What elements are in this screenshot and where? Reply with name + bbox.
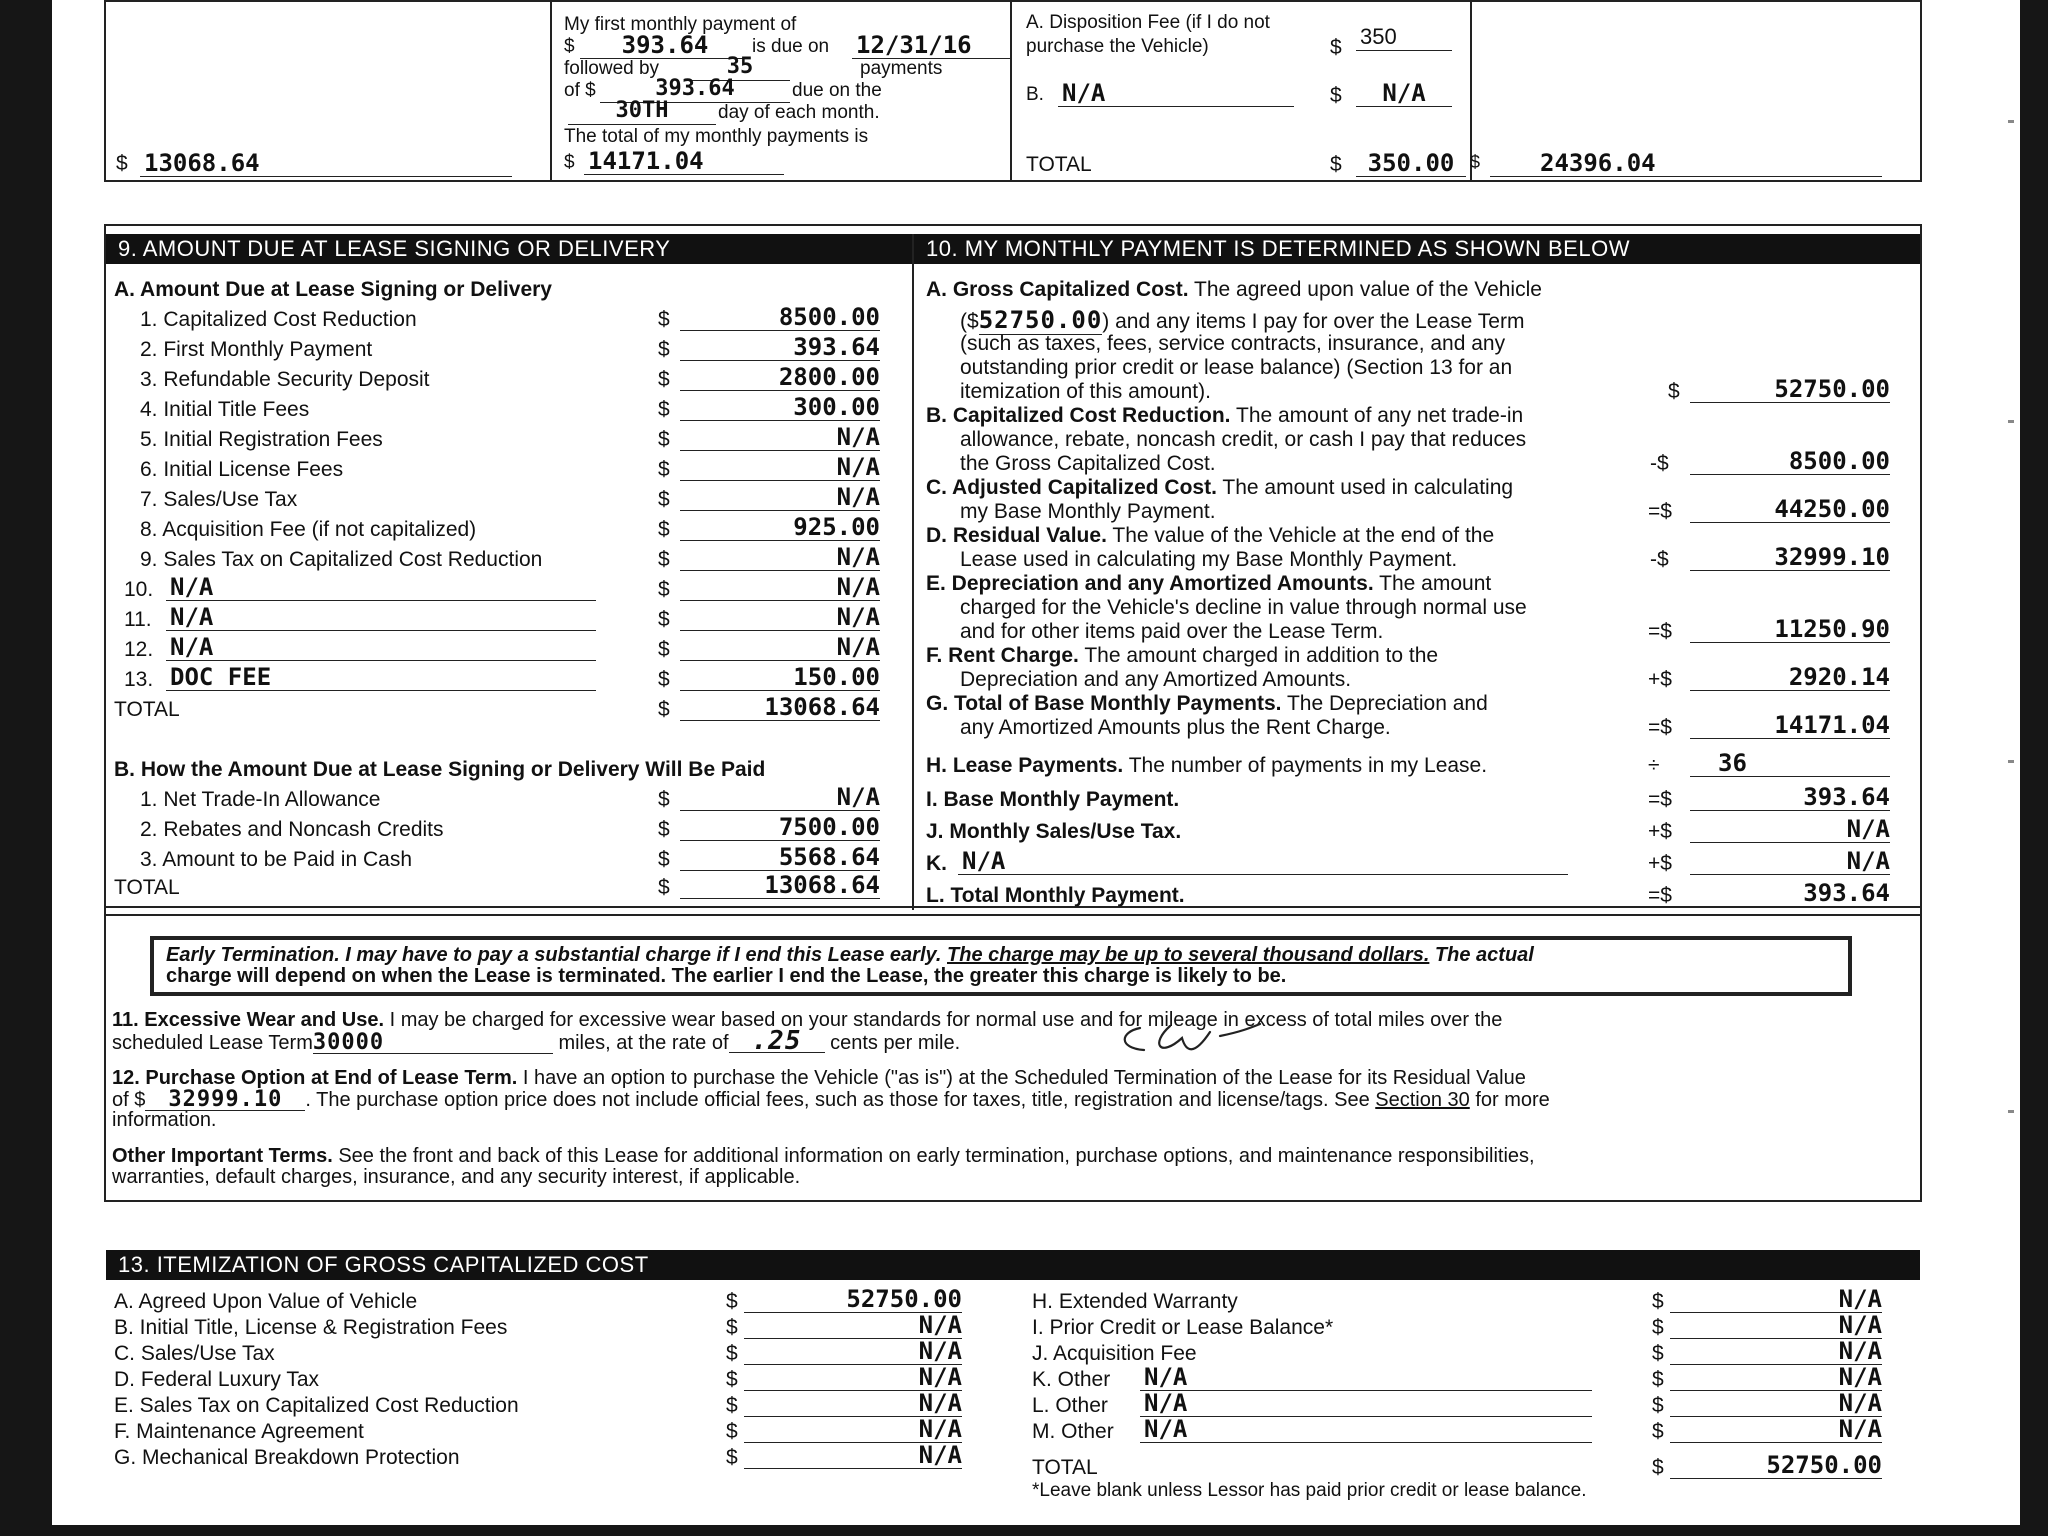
itemization-value: N/A [1670, 1286, 1882, 1313]
total-base-payments: 14171.04 [1690, 712, 1890, 739]
itemization-label: C. Sales/Use Tax [114, 1342, 275, 1365]
payment-text: day of each month. [718, 102, 880, 123]
depreciation-amount: 11250.90 [1690, 616, 1890, 643]
item-k-label: K. [926, 852, 947, 875]
cap-cost-reduction: 8500.00 [1690, 448, 1890, 475]
operator: =$ [1648, 716, 1672, 739]
total-label: TOTAL [114, 698, 180, 721]
first-payment-amount: 393.64 [580, 32, 750, 59]
section-9b-total: 13068.64 [680, 872, 880, 899]
operator: =$ [1648, 884, 1672, 907]
other-item-label: N/A [166, 604, 596, 631]
amount-due-total: 13068.64 [140, 150, 512, 177]
line-item-value: 7500.00 [680, 814, 880, 841]
base-monthly-label: I. Base Monthly Payment. [926, 788, 1180, 811]
depreciation-line: charged for the Vehicle's decline in value through normal use [960, 596, 1527, 619]
dollar-sign: $ [658, 338, 670, 361]
line-item-label: 3. Amount to be Paid in Cash [140, 848, 413, 871]
itemization-label: H. Extended Warranty [1032, 1290, 1238, 1313]
dollar-sign: $ [658, 548, 670, 571]
total-fees: 350.00 [1356, 150, 1466, 177]
dollar-sign: $ [1652, 1316, 1664, 1339]
scan-speck [2008, 420, 2014, 423]
other-item-label: N/A [166, 574, 596, 601]
payment-text: followed by [564, 58, 660, 79]
adjusted-cap-cost: 44250.00 [1690, 496, 1890, 523]
section-9b-title: B. How the Amount Due at Lease Signing or Delivery Will Be Paid [114, 758, 766, 781]
cap-reduction-line: allowance, rebate, noncash credit, or cash I pay that reduces [960, 428, 1527, 451]
dollar-sign: $ [1652, 1420, 1664, 1443]
item-b-label: B. [1026, 84, 1044, 105]
divider [912, 234, 914, 910]
dollar-sign: $ [1652, 1456, 1664, 1479]
payment-text: payments [860, 58, 943, 79]
purchase-price: 32999.10 [145, 1089, 305, 1111]
dollar-sign: $ [658, 428, 670, 451]
excess-wear-line: scheduled Lease Term30000 miles, at the rate of .25 cents per mile. [112, 1026, 961, 1056]
dollar-sign: $ [1330, 36, 1342, 59]
rent-charge: 2920.14 [1690, 664, 1890, 691]
line-item-value: 925.00 [680, 514, 880, 541]
dollar-sign: $ [658, 876, 670, 899]
itemization-label: F. Maintenance Agreement [114, 1420, 364, 1443]
line-item-value: N/A [680, 454, 880, 481]
cap-reduction-line: B. Capitalized Cost Reduction. The amount of any net trade-in [926, 404, 1524, 427]
dollar-sign: $ [1652, 1394, 1664, 1417]
operator: =$ [1648, 500, 1672, 523]
adjusted-cap-line: C. Adjusted Capitalized Cost. The amount used in calculating [926, 476, 1514, 499]
itemization-label: B. Initial Title, License & Registration Fees [114, 1316, 508, 1339]
disposition-label: purchase the Vehicle) [1026, 36, 1209, 57]
dollar-sign: $ [726, 1290, 738, 1313]
other-item-number: 10. [124, 578, 154, 601]
scan-speck [2008, 1110, 2014, 1113]
line-item-label: 8. Acquisition Fee (if not capitalized) [140, 518, 477, 541]
purchase-option-line: information. [112, 1109, 217, 1131]
disposition-label: A. Disposition Fee (if I do not [1026, 12, 1270, 33]
gross-cap-line: (such as taxes, fees, service contracts, insurance, and any [960, 332, 1506, 355]
item-b-amount: N/A [1356, 80, 1452, 107]
line-item-value: 8500.00 [680, 304, 880, 331]
adjusted-cap-line: my Base Monthly Payment. [960, 500, 1216, 523]
itemization-total: 52750.00 [1670, 1452, 1882, 1479]
itemization-value: N/A [744, 1338, 962, 1365]
dollar-sign: $ [1652, 1290, 1664, 1313]
operator: =$ [1648, 620, 1672, 643]
itemization-value: N/A [744, 1442, 962, 1469]
other-item-value: N/A [680, 634, 880, 661]
itemization-label: A. Agreed Upon Value of Vehicle [114, 1290, 418, 1313]
other-item-label: N/A [166, 634, 596, 661]
line-item-value: N/A [680, 424, 880, 451]
line-item-value: 2800.00 [680, 364, 880, 391]
section-9a-title: A. Amount Due at Lease Signing or Delivery [114, 278, 552, 301]
payment-day: 30TH [568, 98, 716, 125]
early-termination-line: Early Termination. I may have to pay a substantial charge if I end this Lease early. The charge may be up to several thousand dollars. The actual [166, 944, 1534, 966]
dollar-sign: $ [116, 152, 128, 175]
other-description: N/A [1140, 1364, 1592, 1391]
gross-cap-line: A. Gross Capitalized Cost. The agreed upon value of the Vehicle [926, 278, 1542, 301]
itemization-value: N/A [744, 1390, 962, 1417]
payment-text: My first monthly payment of [564, 14, 797, 35]
line-item-label: 1. Capitalized Cost Reduction [140, 308, 417, 331]
itemization-value: 52750.00 [744, 1286, 962, 1313]
gross-cap-line: ($52750.00) and any items I pay for over the Lease Term [960, 306, 1525, 334]
other-item-number: 13. [124, 668, 154, 691]
dollar-sign: $ [658, 578, 670, 601]
dollar-sign: $ [658, 698, 670, 721]
itemization-label: J. Acquisition Fee [1032, 1342, 1197, 1365]
cap-reduction-line: the Gross Capitalized Cost. [960, 452, 1216, 475]
total-monthly-payment: 393.64 [1690, 880, 1890, 907]
operator: =$ [1648, 788, 1672, 811]
itemization-label: L. Other [1032, 1394, 1108, 1417]
early-termination-line: charge will depend on when the Lease is terminated. The earlier I end the Lease, the greater this charge is likely to be. [166, 965, 1287, 987]
itemization-label: E. Sales Tax on Capitalized Cost Reduction [114, 1394, 519, 1417]
total-base-line: G. Total of Base Monthly Payments. The Depreciation and [926, 692, 1488, 715]
section-9-header: 9. AMOUNT DUE AT LEASE SIGNING OR DELIVERY [106, 234, 912, 264]
mileage-rate: .25 [729, 1031, 825, 1053]
dollar-sign: $ [658, 668, 670, 691]
line-item-label: 9. Sales Tax on Capitalized Cost Reduction [140, 548, 543, 571]
divider [1010, 0, 1012, 182]
itemization-value: N/A [1670, 1416, 1882, 1443]
itemization-value: N/A [744, 1416, 962, 1443]
depreciation-line: and for other items paid over the Lease Term. [960, 620, 1384, 643]
item-k-value: N/A [1690, 848, 1890, 875]
scan-speck [2008, 760, 2014, 763]
dollar-sign: $ [658, 308, 670, 331]
operator: +$ [1648, 852, 1672, 875]
operator: +$ [1648, 668, 1672, 691]
dollar-sign: $ [726, 1420, 738, 1443]
operator: -$ [1650, 548, 1669, 571]
total-label: TOTAL [1032, 1456, 1098, 1479]
purchase-option-line: of $ 32999.10 . The purchase option price does not include official fees, such as those for taxes, title, registration and license/tags. See Section 30 for more [112, 1087, 1550, 1112]
dollar-sign: $ [1330, 153, 1342, 176]
other-terms-line: Other Important Terms. See the front and back of this Lease for additional information on early termination, purchase options, and maintenance responsibilities, [112, 1145, 1535, 1167]
itemization-label: I. Prior Credit or Lease Balance* [1032, 1316, 1334, 1339]
operator: -$ [1650, 452, 1669, 475]
line-item-value: N/A [680, 784, 880, 811]
line-item-label: 3. Refundable Security Deposit [140, 368, 430, 391]
dollar-sign: $ [1470, 152, 1481, 172]
line-item-label: 2. First Monthly Payment [140, 338, 373, 361]
line-item-value: 393.64 [680, 334, 880, 361]
agreed-value: 52750.00 [978, 306, 1103, 334]
scan-edge-right [2020, 0, 2048, 1536]
other-description: N/A [1140, 1416, 1592, 1443]
dollar-sign: $ [658, 818, 670, 841]
payment-text: The total of my monthly payments is [564, 126, 869, 147]
rent-charge-line: F. Rent Charge. The amount charged in addition to the [926, 644, 1439, 667]
dollar-sign: $ [658, 518, 670, 541]
excess-wear-line: 11. Excessive Wear and Use. I may be charged for excessive wear based on your standards for normal use and for mileage in excess of total miles over the [112, 1009, 1503, 1031]
scan-speck [2008, 120, 2014, 123]
line-item-value: N/A [680, 544, 880, 571]
scan-edge-bottom [0, 1525, 2048, 1536]
footnote: *Leave blank unless Lessor has paid prior credit or lease balance. [1032, 1480, 1587, 1501]
itemization-label: M. Other [1032, 1420, 1114, 1443]
grand-total: 24396.04 [1490, 150, 1882, 177]
dollar-sign: $ [726, 1342, 738, 1365]
residual-line: Lease used in calculating my Base Monthly Payment. [960, 548, 1458, 571]
itemization-label: K. Other [1032, 1368, 1111, 1391]
itemization-value: N/A [744, 1364, 962, 1391]
residual-line: D. Residual Value. The value of the Vehicle at the end of the [926, 524, 1495, 547]
dollar-sign: $ [1330, 84, 1342, 107]
section-30-link[interactable]: Section 30 [1375, 1089, 1470, 1111]
line-item-value: N/A [680, 484, 880, 511]
total-base-line: any Amortized Amounts plus the Rent Charge. [960, 716, 1391, 739]
gross-cap-line: outstanding prior credit or lease balance) (Section 13 for an [960, 356, 1513, 379]
total-monthly-payments: 14171.04 [584, 148, 784, 175]
dollar-sign: $ [658, 608, 670, 631]
total-label: TOTAL [1026, 153, 1092, 176]
dollar-sign: $ [1652, 1368, 1664, 1391]
other-item-number: 11. [124, 608, 152, 631]
line-item-label: 2. Rebates and Noncash Credits [140, 818, 444, 841]
monthly-payment-amount: 393.64 [600, 76, 790, 103]
other-description: N/A [1140, 1390, 1592, 1417]
dollar-sign: $ [726, 1316, 738, 1339]
itemization-label: D. Federal Luxury Tax [114, 1368, 320, 1391]
other-item-value: N/A [680, 604, 880, 631]
line-item-value: 300.00 [680, 394, 880, 421]
dollar-sign: $ [658, 488, 670, 511]
dollar-sign: $ [658, 788, 670, 811]
section-10-header: 10. MY MONTHLY PAYMENT IS DETERMINED AS SHOWN BELOW [914, 234, 1920, 264]
disposition-fee: 350 [1356, 24, 1452, 51]
residual-value: 32999.10 [1690, 544, 1890, 571]
itemization-label: G. Mechanical Breakdown Protection [114, 1446, 460, 1469]
initials-signature [1110, 1018, 1270, 1064]
monthly-sales-tax: N/A [1690, 816, 1890, 843]
lease-payments-line: H. Lease Payments. The number of payments in my Lease. [926, 754, 1488, 777]
line-item-label: 1. Net Trade-In Allowance [140, 788, 381, 811]
dollar-sign: $ [726, 1446, 738, 1469]
other-item-value: N/A [680, 574, 880, 601]
item-k-text: N/A [958, 848, 1568, 875]
other-item-number: 12. [124, 638, 154, 661]
rent-charge-line: Depreciation and any Amortized Amounts. [960, 668, 1352, 691]
item-b-value: N/A [1058, 80, 1294, 107]
line-item-label: 7. Sales/Use Tax [140, 488, 298, 511]
dollar-sign: $ [726, 1394, 738, 1417]
gross-cap-cost: 52750.00 [1690, 376, 1890, 403]
payment-text: due on the [792, 80, 882, 101]
dollar-sign: $ [564, 36, 575, 57]
dollar-sign: $ [1652, 1342, 1664, 1365]
dollar-sign: $ [564, 152, 575, 173]
scan-edge-left [0, 0, 52, 1536]
dollar-sign: $ [658, 848, 670, 871]
line-item-label: 4. Initial Title Fees [140, 398, 310, 421]
other-item-label: DOC FEE [166, 664, 596, 691]
dollar-sign: $ [658, 398, 670, 421]
total-miles: 30000 [313, 1032, 553, 1054]
payment-count: 35 [690, 54, 790, 81]
itemization-value: N/A [1670, 1312, 1882, 1339]
divider [550, 0, 552, 182]
first-due-date: 12/31/16 [852, 32, 1010, 59]
payment-text: is due on [752, 36, 830, 57]
dollar-sign: $ [658, 458, 670, 481]
dollar-sign: $ [658, 638, 670, 661]
line-item-label: 6. Initial License Fees [140, 458, 344, 481]
line-item-value: 5568.64 [680, 844, 880, 871]
total-label: TOTAL [114, 876, 180, 899]
itemization-value: N/A [1670, 1338, 1882, 1365]
itemization-value: N/A [744, 1312, 962, 1339]
other-terms-line: warranties, default charges, insurance, and any security interest, if applicable. [112, 1166, 801, 1188]
dollar-sign: $ [658, 368, 670, 391]
other-item-value: 150.00 [680, 664, 880, 691]
base-monthly-payment: 393.64 [1690, 784, 1890, 811]
monthly-tax-label: J. Monthly Sales/Use Tax. [926, 820, 1182, 843]
lease-payment-count: 36 [1690, 750, 1890, 777]
operator: ÷ [1648, 754, 1660, 777]
section-9a-total: 13068.64 [680, 694, 880, 721]
depreciation-line: E. Depreciation and any Amortized Amounts. The amount [926, 572, 1492, 595]
gross-cap-line: itemization of this amount). [960, 380, 1211, 403]
itemization-value: N/A [1670, 1390, 1882, 1417]
purchase-option-line: 12. Purchase Option at End of Lease Term. I have an option to purchase the Vehicle ("as is") at the Scheduled Termination of the Lease for its Residual Value [112, 1067, 1526, 1089]
line-item-label: 5. Initial Registration Fees [140, 428, 383, 451]
section-13-header: 13. ITEMIZATION OF GROSS CAPITALIZED COST [106, 1250, 1920, 1280]
itemization-value: N/A [1670, 1364, 1882, 1391]
dollar-sign: $ [1668, 380, 1680, 403]
operator: +$ [1648, 820, 1672, 843]
dollar-sign: $ [726, 1368, 738, 1391]
payment-text: of $ [564, 80, 596, 101]
total-monthly-label: L. Total Monthly Payment. [926, 884, 1185, 907]
